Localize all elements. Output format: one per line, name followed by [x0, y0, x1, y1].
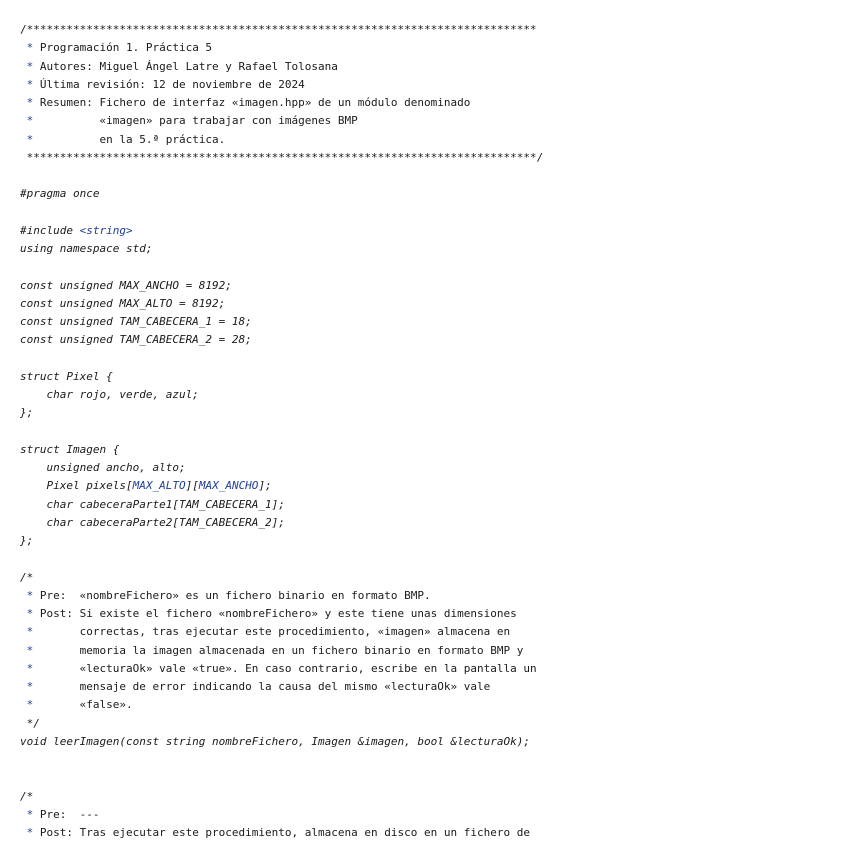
code-line-31 [20, 569, 543, 587]
code-line-25 [20, 459, 543, 477]
code-line-21 [20, 386, 543, 404]
comment-star: * [20, 826, 34, 839]
code-text: correctas, tras ejecutar este procedimiento, «imagen» almacena en [33, 625, 511, 639]
code-line-28 [20, 514, 543, 532]
code-text: /***************************************************************************** [20, 23, 537, 36]
code-text: «lecturaOk» vale «true». En caso contrario, escribe en la pantalla un [33, 661, 537, 675]
code-line-12 [20, 222, 543, 240]
code-line-10 [20, 185, 543, 203]
code-line-23 [20, 423, 543, 441]
code-line-8 [20, 149, 543, 167]
array-size-identifier: MAX_ANCHO [198, 479, 259, 493]
code-line-19 [20, 350, 543, 368]
code-line-37 [20, 678, 543, 696]
code-text: const unsigned MAX_ALTO = 8192; [20, 296, 226, 310]
comment-star: * [20, 41, 34, 55]
code-text: }; [20, 406, 34, 420]
code-line-29 [20, 532, 543, 550]
code-text: /* [20, 789, 34, 803]
comment-star: * [20, 588, 34, 602]
code-line-15 [20, 277, 543, 295]
code-text: const unsigned TAM_CABECERA_1 = 18; [20, 315, 252, 328]
include-target: <string> [79, 223, 133, 237]
code-line-44 [20, 806, 543, 824]
code-text: en la 5.ª práctica. [33, 132, 226, 146]
code-line-26 [20, 477, 543, 495]
code-line-32 [20, 587, 543, 605]
comment-star: * [20, 680, 34, 693]
code-line-35 [20, 642, 543, 660]
code-text: const unsigned MAX_ANCHO = 8192; [20, 278, 232, 292]
code-line-5 [20, 94, 543, 112]
code-line-27 [20, 496, 543, 514]
code-line-17 [20, 313, 543, 331]
code-line-16 [20, 295, 543, 313]
code-editor[interactable] [20, 21, 543, 842]
code-text: Última revisión: 12 de noviembre de 2024 [33, 77, 305, 91]
code-text: char cabeceraParte1[TAM_CABECERA_1]; [20, 497, 285, 511]
code-text: using namespace std; [20, 242, 153, 255]
comment-star: * [20, 607, 34, 620]
code-text: unsigned ancho, alto; [20, 461, 186, 474]
code-text: «false». [33, 698, 133, 712]
code-text: Pre: --- [33, 807, 100, 821]
comment-star: * [20, 661, 34, 675]
code-line-33 [20, 605, 543, 623]
comment-star: * [20, 625, 34, 639]
code-line-41 [20, 751, 543, 769]
comment-star: * [20, 132, 34, 146]
code-text: Pre: «nombreFichero» es un fichero binario en formato BMP. [33, 588, 431, 602]
code-text: «imagen» para trabajar con imágenes BMP [33, 114, 358, 128]
code-line-14 [20, 258, 543, 276]
comment-star: * [20, 698, 34, 712]
code-text: Pixel pixels[MAX_ALTO][MAX_ANCHO]; [20, 479, 272, 493]
comment-star: * [20, 96, 34, 109]
code-text: */ [20, 716, 40, 730]
code-line-4 [20, 76, 543, 94]
code-line-36 [20, 660, 543, 678]
code-text: #pragma once [20, 187, 100, 201]
include-directive: #include [20, 223, 80, 237]
code-line-43 [20, 788, 543, 806]
code-text: Programación 1. Práctica 5 [33, 41, 213, 55]
code-line-1 [20, 21, 543, 39]
comment-star: * [20, 59, 34, 73]
code-line-13 [20, 240, 543, 258]
code-line-30 [20, 550, 543, 568]
code-line-20 [20, 368, 543, 386]
code-line-2 [20, 39, 543, 57]
code-line-18 [20, 331, 543, 349]
comment-star: * [20, 643, 34, 657]
code-line-45 [20, 824, 543, 842]
code-line-40 [20, 733, 543, 751]
comment-star: * [20, 807, 34, 821]
code-text: Post: Si existe el fichero «nombreFichero» y este tiene unas dimensiones [33, 607, 517, 620]
code-text: struct Pixel { [20, 369, 113, 383]
code-text: mensaje de error indicando la causa del mismo «lecturaOk» vale [33, 680, 491, 693]
code-text: *****************************************************************************/ [20, 150, 544, 164]
code-text: void leerImagen(const string nombreFichero, Imagen &imagen, bool &lecturaOk); [20, 734, 530, 748]
code-line-42 [20, 769, 543, 787]
code-line-11 [20, 204, 543, 222]
comment-star: * [20, 77, 34, 91]
code-line-9 [20, 167, 543, 185]
code-text: Post: Tras ejecutar este procedimiento, almacena en disco en un fichero de [33, 826, 530, 839]
code-text: Resumen: Fichero de interfaz «imagen.hpp» de un módulo denominado [33, 96, 471, 109]
code-line-38 [20, 696, 543, 714]
array-size-identifier: MAX_ALTO [132, 479, 186, 493]
code-text: struct Imagen { [20, 442, 120, 456]
comment-star: * [20, 114, 34, 128]
code-text: memoria la imagen almacenada en un fichero binario en formato BMP y [33, 643, 524, 657]
code-text: Autores: Miguel Ángel Latre y Rafael Tolosana [33, 59, 338, 73]
code-line-39 [20, 715, 543, 733]
code-text: /* [20, 570, 34, 584]
code-line-24 [20, 441, 543, 459]
code-text: }; [20, 534, 34, 547]
code-text: const unsigned TAM_CABECERA_2 = 28; [20, 333, 252, 347]
code-text: char rojo, verde, azul; [20, 388, 199, 401]
code-text: char cabeceraParte2[TAM_CABECERA_2]; [20, 515, 285, 529]
code-line-3 [20, 58, 543, 76]
code-line-7 [20, 131, 543, 149]
code-line-22 [20, 404, 543, 422]
code-line-6 [20, 112, 543, 130]
code-line-34 [20, 623, 543, 641]
